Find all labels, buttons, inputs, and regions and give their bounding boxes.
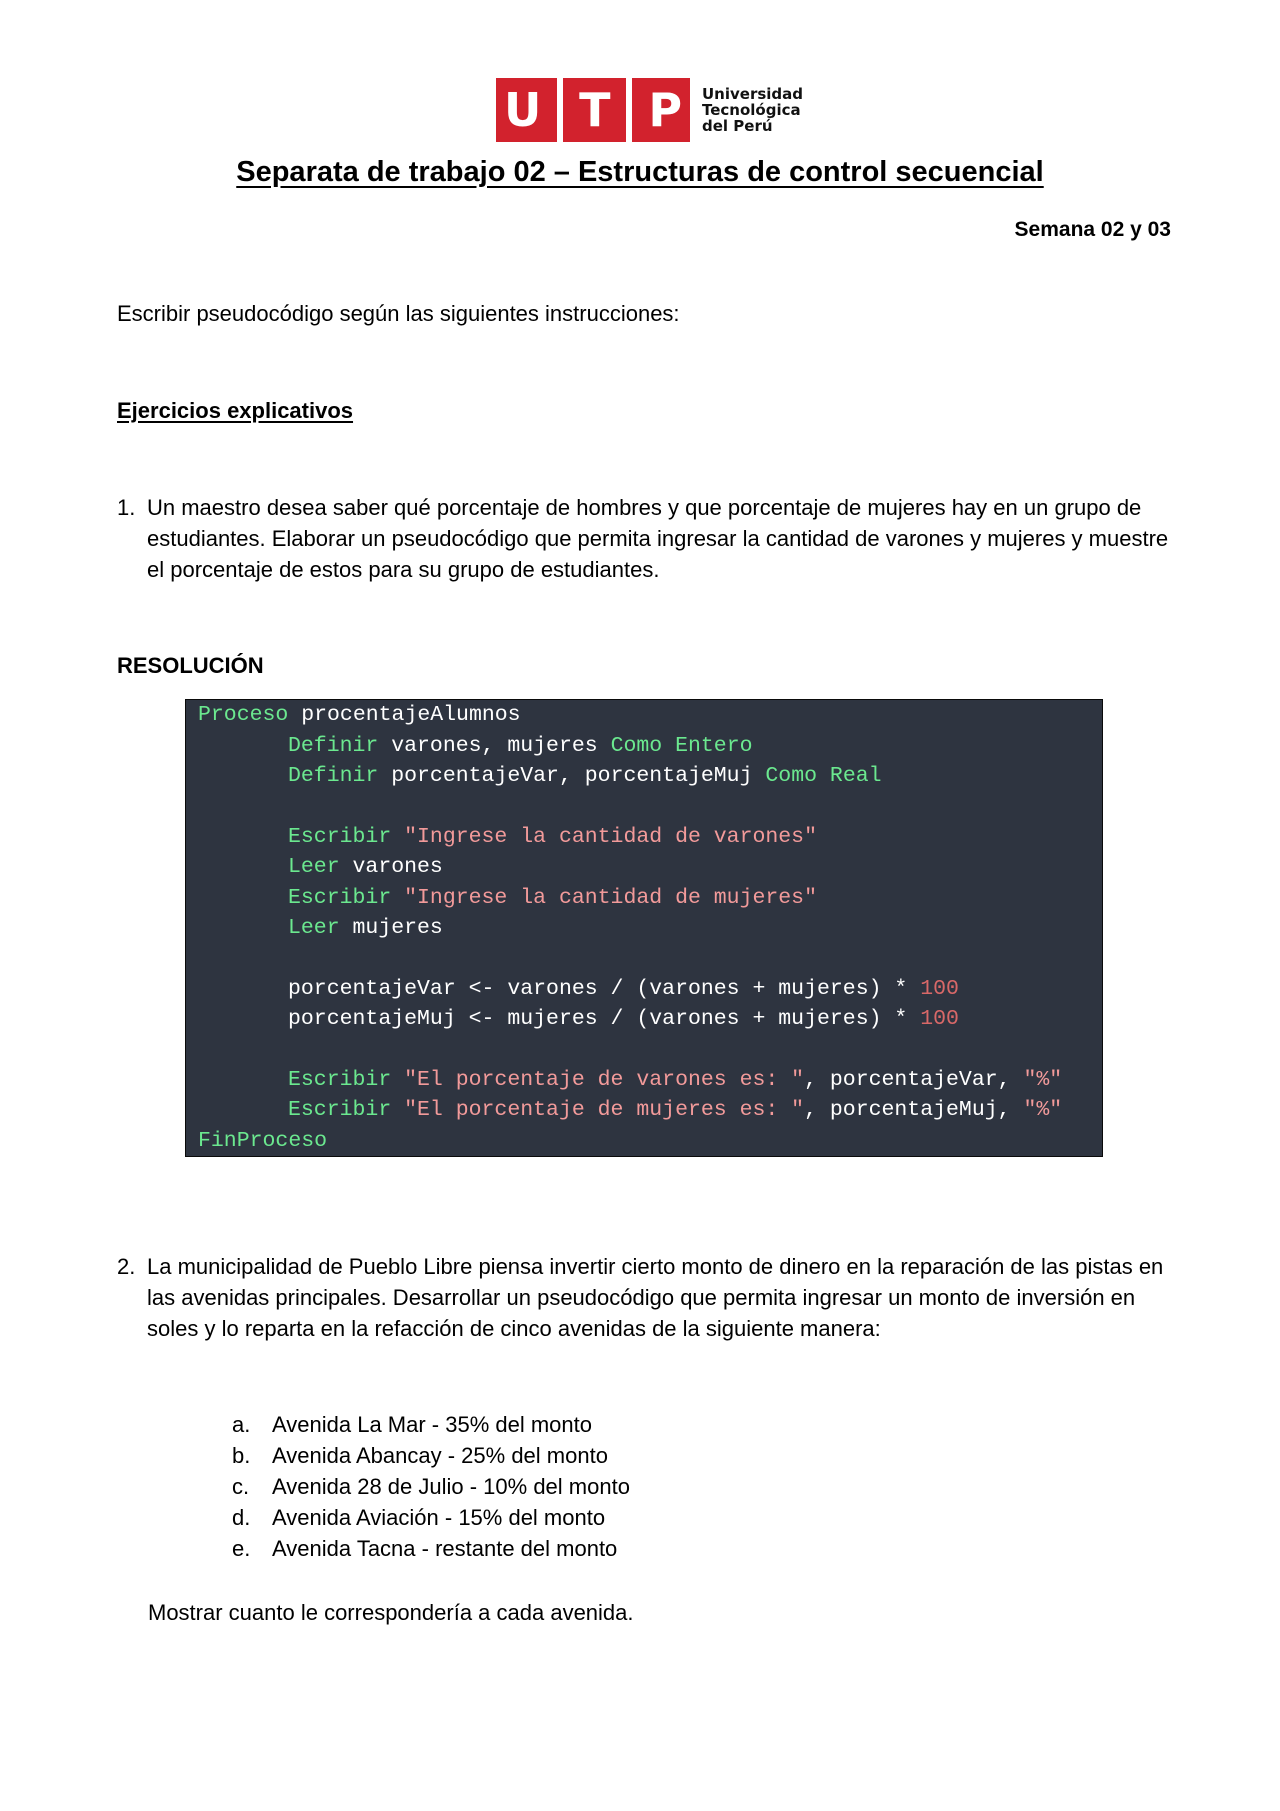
document-title: Separata de trabajo 02 – Estructuras de control secuencial	[236, 156, 1044, 188]
week-label: Semana 02 y 03	[1014, 218, 1171, 241]
exercise-number: 2.	[117, 1254, 136, 1279]
list-item: d. Avenida Aviación - 15% del monto	[232, 1505, 606, 1530]
code-line: Leer mujeres	[288, 916, 443, 940]
list-item: e. Avenida Tacna - restante del monto	[232, 1536, 618, 1561]
code-line: Proceso procentajeAlumnos	[198, 703, 521, 727]
utp-logo-wordmark: Universidad Tecnológica del Perú	[702, 85, 804, 135]
code-line: FinProceso	[198, 1128, 328, 1153]
exercise-text: Un maestro desea saber qué porcentaje de hombres y que porcentaje de mujeres hay en un grupo de estudiantes. Elaborar un pseudocódigo que permita ingresar la cantidad de varones y mujeres y muestre el porcentaje de estos para su grupo de estudiantes.	[147, 495, 1169, 582]
code-line: porcentajeMuj <- mujeres / (varones + mujeres) * 100	[288, 1007, 959, 1031]
list-item: b. Avenida Abancay - 25% del monto	[232, 1443, 608, 1468]
section-heading: Ejercicios explicativos	[117, 398, 354, 423]
intro-text: Escribir pseudocódigo según las siguientes instrucciones:	[117, 301, 680, 326]
exercise-text: La municipalidad de Pueblo Libre piensa invertir cierto monto de dinero en la reparación de las pistas en las avenidas principales. Desarrollar un pseudocódigo que permita ingresar un monto de inversión en soles y lo reparta en la refacción de cinco avenidas de la siguiente manera:	[147, 1254, 1164, 1341]
list-item: a. Avenida La Mar - 35% del monto	[232, 1412, 592, 1437]
code-line: Definir varones, mujeres Como Entero	[288, 733, 753, 758]
utp-logo-mark	[496, 78, 690, 142]
code-line: Escribir "Ingrese la cantidad de varones"	[288, 824, 817, 849]
logo-letter-u: U	[503, 83, 542, 137]
code-line: Escribir "El porcentaje de varones es: ", porcentajeVar, "%"	[288, 1067, 1063, 1092]
logo-letter-t: T	[579, 83, 611, 137]
resolution-label: RESOLUCIÓN	[117, 653, 264, 678]
logo-letter-p: P	[648, 83, 683, 137]
utp-logo	[496, 78, 803, 142]
exercise-number: 1.	[117, 495, 136, 520]
list-item: c. Avenida 28 de Julio - 10% del monto	[232, 1474, 630, 1499]
avenue-list	[232, 1409, 630, 1564]
code-line: porcentajeVar <- varones / (varones + mujeres) * 100	[288, 976, 959, 1001]
code-line: Escribir "Ingrese la cantidad de mujeres"	[288, 885, 817, 910]
code-line: Leer varones	[288, 855, 443, 879]
exercise-1	[117, 492, 1177, 585]
exercise-2	[117, 1251, 1177, 1344]
code-line: Escribir "El porcentaje de mujeres es: ", porcentajeMuj, "%"	[288, 1098, 1063, 1122]
code-block	[185, 699, 1103, 1157]
code-line: Definir porcentajeVar, porcentajeMuj Como Real	[288, 764, 882, 788]
closing-text: Mostrar cuanto le correspondería a cada avenida.	[148, 1600, 634, 1625]
